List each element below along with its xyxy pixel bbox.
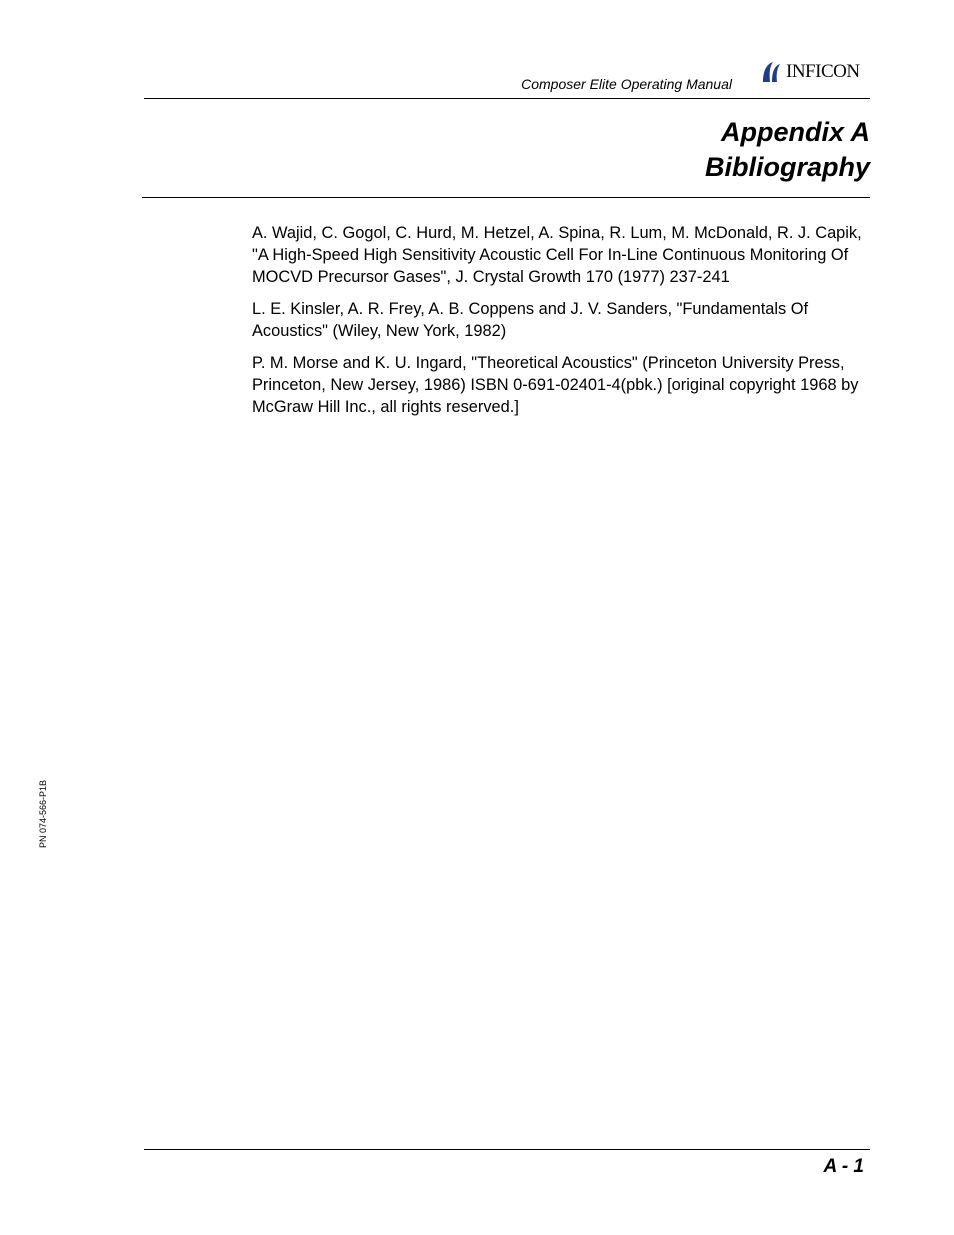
inficon-logo	[760, 59, 860, 85]
chapter-title	[705, 115, 870, 185]
manual-title: Composer Elite Operating Manual	[521, 76, 732, 92]
part-number: PN 074-566-P1B	[38, 779, 48, 848]
bibliography-entry: A. Wajid, C. Gogol, C. Hurd, M. Hetzel, A. Spina, R. Lum, M. McDonald, R. J. Capik, "A High-Speed High Sensitivity Acoustic Cell For In-Line Continuous Monitoring Of MOCVD Precursor Gases", J. Crystal Growth 170 (1977) 237-241	[252, 224, 862, 286]
bibliography-entry: L. E. Kinsler, A. R. Frey, A. B. Coppens and J. V. Sanders, "Fundamentals Of Acoustics" (Wiley, New York, 1982)	[252, 300, 809, 340]
footer-divider	[144, 1149, 870, 1150]
page-number: A - 1	[823, 1156, 864, 1177]
chapter-title-line-2: Bibliography	[704, 152, 870, 182]
header-divider	[144, 98, 870, 99]
bibliography-list	[252, 222, 872, 428]
inficon-logo-icon	[760, 60, 782, 84]
logo-text: INFICON	[786, 61, 860, 82]
bibliography-entry: P. M. Morse and K. U. Ingard, "Theoretical Acoustics" (Princeton University Press, Princeton, New Jersey, 1986) ISBN 0-691-02401-4(pbk.) [original copyright 1968 by McGraw Hill Inc., all rights reserved.]	[252, 354, 859, 416]
title-divider	[142, 197, 870, 198]
chapter-title-line-1: Appendix A	[720, 117, 870, 147]
